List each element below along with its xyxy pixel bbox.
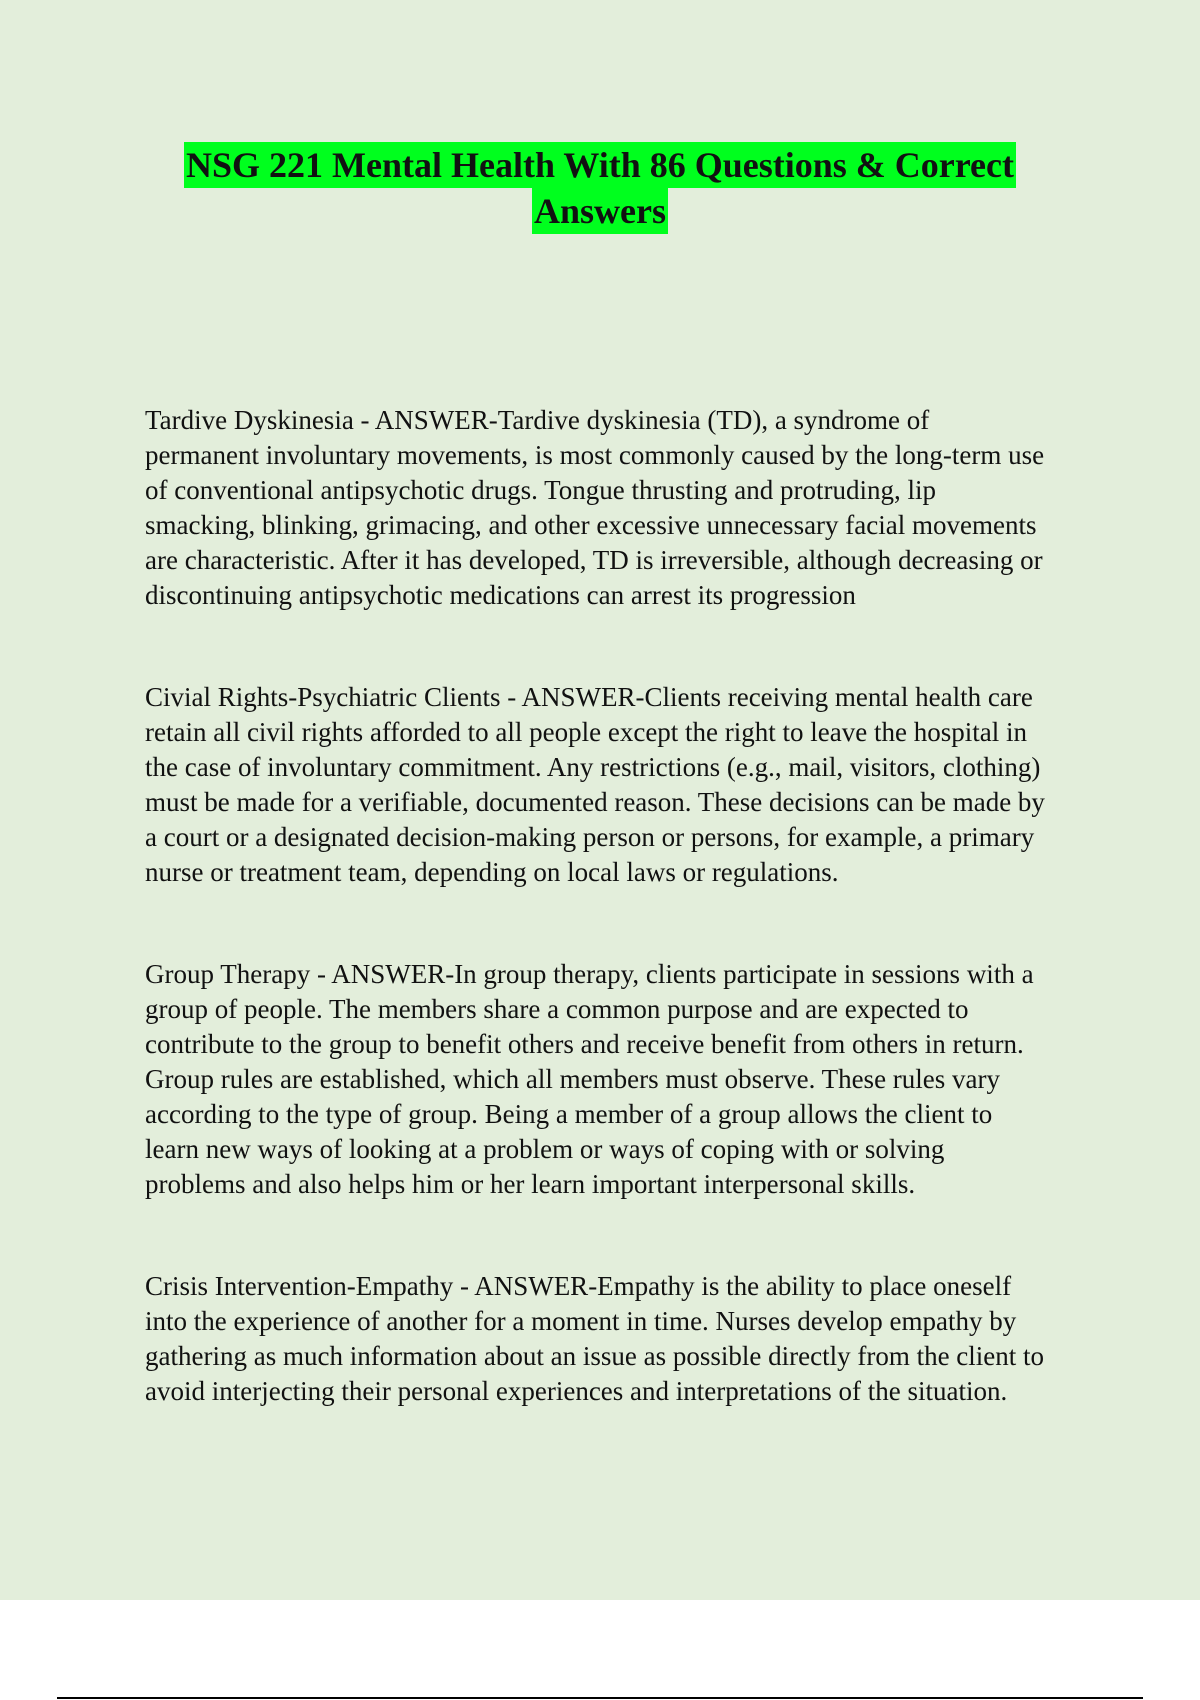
entry-line: Group Therapy - ANSWER-In group therapy, clients participate in sessions with a bbox=[145, 959, 1034, 989]
qa-entry-group-therapy bbox=[145, 957, 1095, 1202]
entry-line: problems and also helps him or her learn important interpersonal skills. bbox=[145, 1169, 916, 1199]
entry-line: Crisis Intervention-Empathy - ANSWER-Empathy is the ability to place oneself bbox=[145, 1271, 1012, 1301]
qa-entry-tardive-dyskinesia bbox=[145, 403, 1095, 613]
entry-line: a court or a designated decision-making person or persons, for example, a primary bbox=[145, 822, 1035, 852]
entry-line: avoid interjecting their personal experiences and interpretations of the situation. bbox=[145, 1376, 1008, 1406]
page-footer-divider bbox=[57, 1697, 1143, 1699]
entry-line: learn new ways of looking at a problem or ways of coping with or solving bbox=[145, 1134, 945, 1164]
entry-line: retain all civil rights afforded to all people except the right to leave the hospital in bbox=[145, 717, 1027, 747]
entry-line: of conventional antipsychotic drugs. Tongue thrusting and protruding, lip bbox=[145, 475, 936, 505]
entry-line: Tardive Dyskinesia - ANSWER-Tardive dyskinesia (TD), a syndrome of bbox=[145, 405, 930, 435]
qa-entry-civil-rights bbox=[145, 680, 1095, 890]
entry-line: nurse or treatment team, depending on local laws or regulations. bbox=[145, 857, 839, 887]
entry-line: are characteristic. After it has developed, TD is irreversible, although decreasing or bbox=[145, 545, 1043, 575]
entry-line: discontinuing antipsychotic medications can arrest its progression bbox=[145, 580, 856, 610]
entry-line: Group rules are established, which all members must observe. These rules vary bbox=[145, 1064, 1001, 1094]
qa-entries bbox=[145, 403, 1095, 1476]
entry-line: gathering as much information about an issue as possible directly from the client to bbox=[145, 1341, 1045, 1371]
entry-line: Civial Rights-Psychiatric Clients - ANSWER-Clients receiving mental health care bbox=[145, 682, 1033, 712]
entry-line: smacking, blinking, grimacing, and other excessive unnecessary facial movements bbox=[145, 510, 1037, 540]
entry-line: contribute to the group to benefit others and receive benefit from others in return. bbox=[145, 1029, 1024, 1059]
entry-line: group of people. The members share a common purpose and are expected to bbox=[145, 994, 969, 1024]
entry-line: must be made for a verifiable, documented reason. These decisions can be made by bbox=[145, 787, 1045, 817]
qa-entry-crisis-intervention bbox=[145, 1269, 1095, 1409]
page-title bbox=[0, 142, 1200, 234]
entry-line: into the experience of another for a moment in time. Nurses develop empathy by bbox=[145, 1306, 1017, 1336]
entry-line: permanent involuntary movements, is most commonly caused by the long-term use bbox=[145, 440, 1045, 470]
entry-line: the case of involuntary commitment. Any restrictions (e.g., mail, visitors, clothing) bbox=[145, 752, 1041, 782]
entry-line: according to the type of group. Being a member of a group allows the client to bbox=[145, 1099, 993, 1129]
title-line: Answers bbox=[532, 188, 668, 234]
title-line: NSG 221 Mental Health With 86 Questions & Correct bbox=[184, 142, 1016, 188]
